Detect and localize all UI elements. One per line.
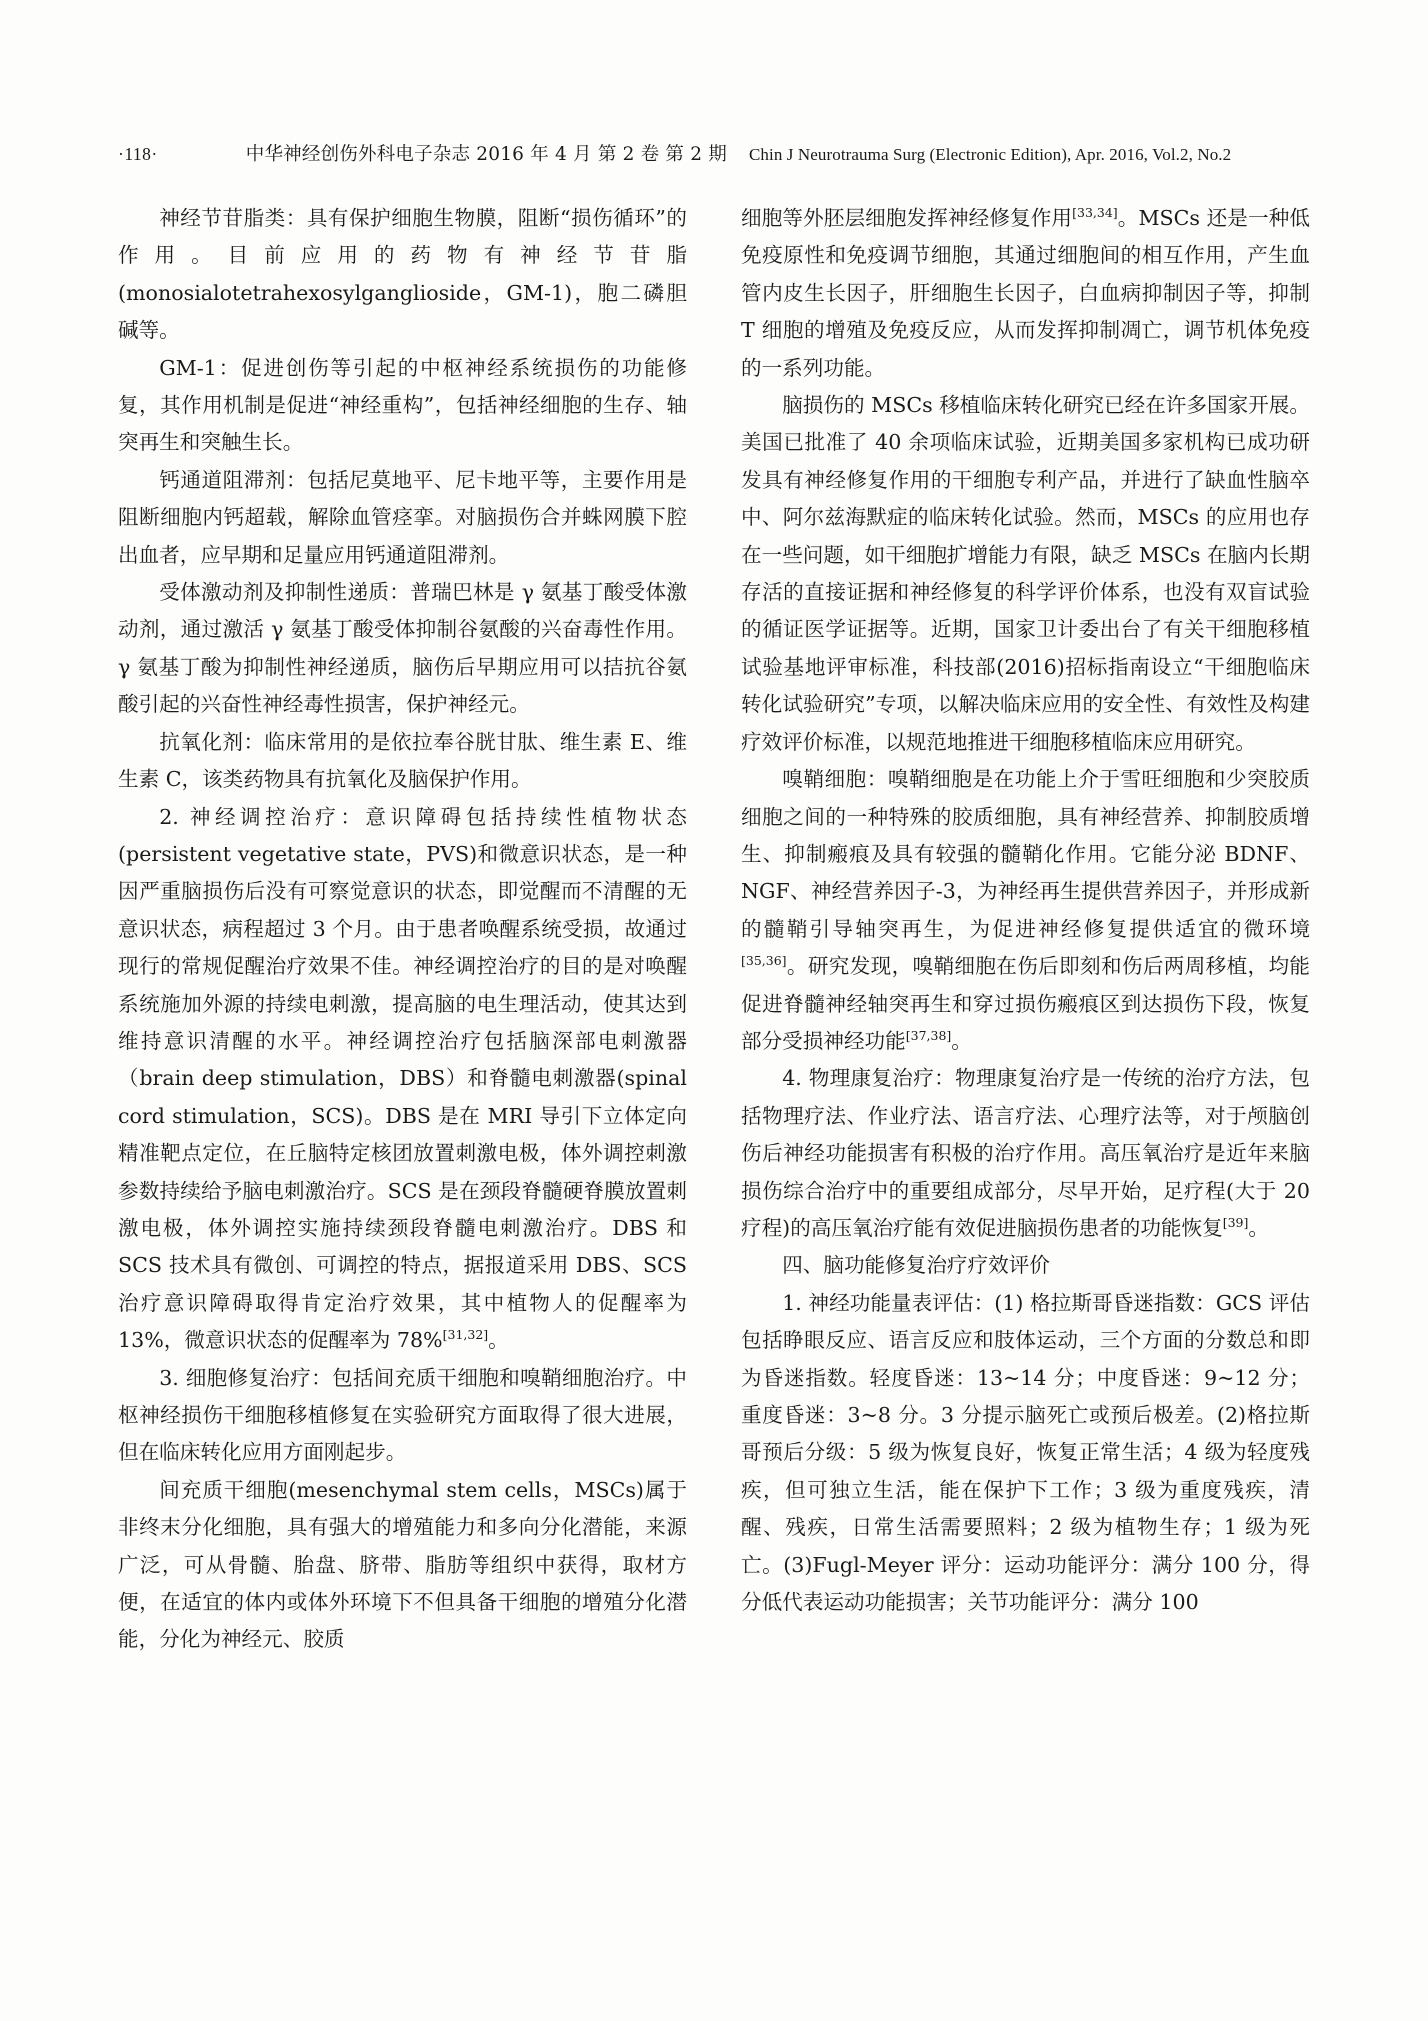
paragraph: 2. 神经调控治疗：意识障碍包括持续性植物状态(persistent vegetative state，PVS)和微意识状态，是一种因严重脑损伤后没有可察觉意识的状态，即觉醒而不清醒的无意识状态，病程超过 3 个月。由于患者唤醒系统受损，故通过现行的常规促醒治疗效果不佳。神经调控治疗的目的是对唤醒系统施加外源的持续电刺激，提高脑的电生理活动，使其达到维持意识清醒的水平。神经调控治疗包括脑深部电刺激器（brain deep stimulation，DBS）和脊髓电刺激器(spinal cord stimulation，SCS)。DBS 是在 MRI 导引下立体定向精准靶点定位，在丘脑特定核团放置刺激电极，体外调控刺激参数持续给予脑电刺激治疗。SCS 是在颈段脊髓硬脊膜放置刺激电极，体外调控实施持续颈段脊髓电刺激治疗。DBS 和 SCS 技术具有微创、可调控的特点，据报道采用 DBS、SCS 治疗意识障碍取得肯定治疗效果，其中植物人的促醒率为 13%，微意识状态的促醒率为 78%[31,32]。 <box>118 804 687 1353</box>
paragraph: 间充质干细胞(mesenchymal stem cells，MSCs)属于非终末分化细胞，具有强大的增殖能力和多向分化潜能，来源广泛，可从骨髓、胎盘、脐带、脂肪等组织中获得，取材方便，在适宜的体内或体外环境下不但具备干细胞的增殖分化潜能，分化为神经元、胶质 <box>118 1477 687 1652</box>
body-columns <box>118 200 1310 1659</box>
left-column <box>118 200 687 1659</box>
paragraph: 3. 细胞修复治疗：包括间充质干细胞和嗅鞘细胞治疗。中枢神经损伤干细胞移植修复在实验研究方面取得了很大进展，但在临床转化应用方面刚起步。 <box>118 1365 687 1465</box>
paragraph: 脑损伤的 MSCs 移植临床转化研究已经在许多国家开展。美国已批准了 40 余项临床试验，近期美国多家机构已成功研发具有神经修复作用的干细胞专利产品，并进行了缺血性脑卒中、阿尔兹海默症的临床转化试验。然而，MSCs 的应用也存在一些问题，如干细胞扩增能力有限，缺乏 MSCs 在脑内长期存活的直接证据和神经修复的科学评价体系，也没有双盲试验的循证医学证据等。近期，国家卫计委出台了有关干细胞移植试验基地评审标准，科技部(2016)招标指南设立“干细胞临床转化试验研究”专项，以解决临床应用的安全性、有效性及构建疗效评价标准，以规范地推进干细胞移植临床应用研究。 <box>741 393 1310 754</box>
section-heading: 四、脑功能修复治疗疗效评价 <box>782 1253 1050 1278</box>
journal-title-zh: 中华神经创伤外科电子杂志 2016 年 4 月 第 2 卷 第 2 期 <box>245 144 727 165</box>
right-column <box>741 200 1310 1659</box>
paragraph: 钙通道阻滞剂：包括尼莫地平、尼卡地平等，主要作用是阻断细胞内钙超载，解除血管痉挛。对脑损伤合并蛛网膜下腔出血者，应早期和足量应用钙通道阻滞剂。 <box>118 467 687 567</box>
paragraph: 受体激动剂及抑制性递质：普瑞巴林是 γ 氨基丁酸受体激动剂，通过激活 γ 氨基丁酸受体抑制谷氨酸的兴奋毒性作用。γ 氨基丁酸为抑制性神经递质，脑伤后早期应用可以拮抗谷氨酸引起的兴奋性神经毒性损害，保护神经元。 <box>118 580 687 717</box>
paragraph: 嗅鞘细胞：嗅鞘细胞是在功能上介于雪旺细胞和少突胶质细胞之间的一种特殊的胶质细胞，具有神经营养、抑制胶质增生、抑制瘢痕及具有较强的髓鞘化作用。它能分泌 BDNF、NGF、神经营养因子-3，为神经再生提供营养因子，并形成新的髓鞘引导轴突再生，为促进神经修复提供适宜的微环境[35,36]。研究发现，嗅鞘细胞在伤后即刻和伤后两周移植，均能促进脊髓神经轴突再生和穿过损伤瘢痕区到达损伤下段，恢复部分受损神经功能[37,38]。 <box>741 767 1310 1053</box>
paragraph: GM-1：促进创伤等引起的中枢神经系统损伤的功能修复，其作用机制是促进“神经重构”，包括神经细胞的生存、轴突再生和突触生长。 <box>118 355 687 455</box>
paragraph: 神经节苷脂类：具有保护细胞生物膜，阻断“损伤循环”的作用。目前应用的药物有神经节苷脂(monosialotetrahexosylganglioside，GM-1)，胞二磷胆碱等。 <box>118 206 687 343</box>
journal-title-en: Chin J Neurotrauma Surg (Electronic Edition), Apr. 2016, Vol.2, No.2 <box>748 145 1232 164</box>
paragraph: 4. 物理康复治疗：物理康复治疗是一传统的治疗方法，包括物理疗法、作业疗法、语言疗法、心理疗法等，对于颅脑创伤后神经功能损害有积极的治疗作用。高压氧治疗是近年来脑损伤综合治疗中的重要组成部分，尽早开始，足疗程(大于 20 疗程)的高压氧治疗能有效促进脑损伤患者的功能恢复[39]。 <box>741 1066 1310 1240</box>
page-number: ·118· <box>118 144 158 164</box>
paragraph: 细胞等外胚层细胞发挥神经修复作用[33,34]。MSCs 还是一种低免疫原性和免疫调节细胞，其通过细胞间的相互作用，产生血管内皮生长因子，肝细胞生长因子，白血病抑制因子等，抑制 T 细胞的增殖及免疫反应，从而发挥抑制凋亡，调节机体免疫的一系列功能。 <box>741 205 1310 380</box>
paragraph: 1. 神经功能量表评估：(1) 格拉斯哥昏迷指数：GCS 评估包括睁眼反应、语言反应和肢体运动，三个方面的分数总和即为昏迷指数。轻度昏迷：13~14 分；中度昏迷：9~12 分；重度昏迷：3~8 分。3 分提示脑死亡或预后极差。(2)格拉斯哥预后分级：5 级为恢复良好，恢复正常生活；4 级为轻度残疾，但可独立生活，能在保护下工作；3 级为重度残疾，清醒、残疾，日常生活需要照料；2 级为植物生存；1 级为死亡。(3)Fugl-Meyer 评分：运动功能评分：满分 100 分，得分低代表运动功能损害；关节功能评分：满分 100 <box>741 1290 1310 1615</box>
paragraph: 抗氧化剂：临床常用的是依拉奉谷胱甘肽、维生素 E、维生素 C，该类药物具有抗氧化及脑保护作用。 <box>118 729 687 792</box>
page-header <box>0 140 1428 166</box>
